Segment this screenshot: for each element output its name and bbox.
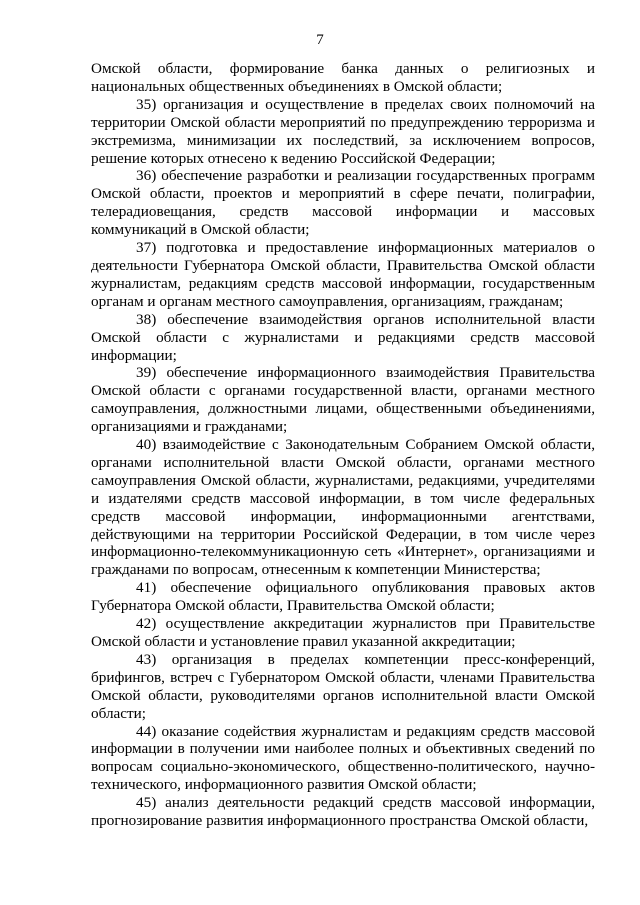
paragraph-item-42: 42) осуществление аккредитации журналистов при Правительстве Омской области и установление правил указанной аккредитации; [91, 615, 595, 650]
paragraph-item-44: 44) оказание содействия журналистам и редакциям средств массовой информации в получении ими наиболее полных и объективных сведений по вопросам социально-экономического, общественно-политического, научно-технического, информационного развития Омской области; [91, 722, 595, 794]
paragraph-item-36: 36) обеспечение разработки и реализации государственных программ Омской области, проектов и мероприятий в сфере печати, полиграфии, телерадиовещания, средств массовой информации и массовых коммуникаций в Омской области; [91, 167, 595, 239]
paragraph-item-41: 41) обеспечение официального опубликования правовых актов Губернатора Омской области, Правительства Омской области; [91, 579, 595, 615]
paragraph-continuation: Омской области, формирование банка данных о религиозных и национальных общественных объединениях в Омской области; [91, 60, 595, 95]
paragraph-item-35: 35) организация и осуществление в пределах своих полномочий на территории Омской области мероприятий по предупреждению терроризма и экстремизма, минимизации их последствий, за исключением вопросов, решение которых отнесено к ведению Российской Федерации; [91, 95, 595, 167]
paragraph-item-45: 45) анализ деятельности редакций средств массовой информации, прогнозирование развития информационного пространства Омской области, [91, 794, 595, 830]
paragraph-item-40: 40) взаимодействие с Законодательным Собранием Омской области, органами исполнительной власти Омской области, органами местного самоуправления Омской области, журналистами, редакциями, учредителями и издателями средств массовой информации, в том числе федеральных средств массовой информации, информационными агентствами, действующими на территории Российской Федерации, в том числе через информационно-телекоммуникационную сеть «Интернет», организациями и гражданами по вопросам, отнесенным к компетенции Министерства; [91, 436, 595, 579]
paragraph-item-43: 43) организация в пределах компетенции пресс-конференций, брифингов, встреч с Губернатором Омской области, членами Правительства Омской области, руководителями органов исполнительной власти Омской области; [91, 650, 595, 722]
page-number: 7 [316, 32, 324, 48]
paragraph-item-37: 37) подготовка и предоставление информационных материалов о деятельности Губернатора Омской области, Правительства Омской области журналистам, редакциям средств массовой информации, государственным органам и органам местного самоуправления, организациям, гражданам; [91, 239, 595, 310]
paragraph-item-39: 39) обеспечение информационного взаимодействия Правительства Омской области с органами государственной власти, органами местного самоуправления, должностными лицами, общественными объединениями, организациями и гражданами; [91, 364, 595, 436]
document-body [91, 60, 595, 830]
paragraph-item-38: 38) обеспечение взаимодействия органов исполнительной власти Омской области с журналистами и редакциями средств массовой информации; [91, 310, 595, 364]
